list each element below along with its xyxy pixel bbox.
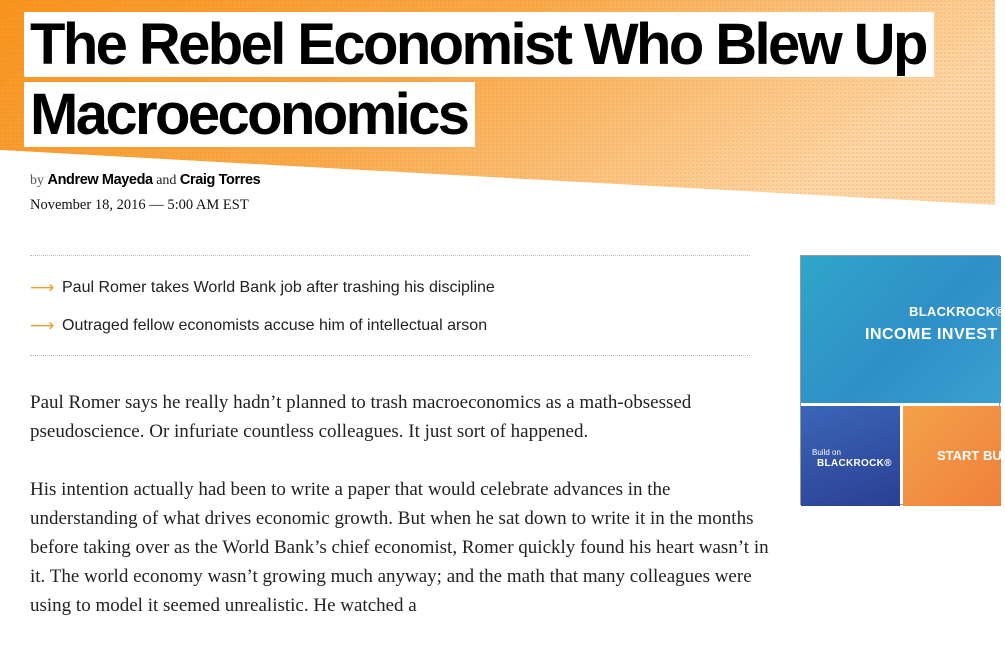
body-paragraph: His intention actually had been to write a paper that would celebrate advances in the understanding of what drives economic growth. But when he sat down to write it in the months before taking over as the World Bank’s chief economist, Romer quickly found his heart wasn’t in it. The world economy wasn’t growing much anyway; and the math that many colleagues were using to model it seemed unrealistic. He watched a [30,479,769,616]
author-link-2[interactable]: Craig Torres [179,172,261,188]
arrow-right-icon: ⟶ [30,278,55,298]
author-link-1[interactable]: Andrew Mayeda [47,172,153,188]
ad-top-panel [801,256,1005,403]
byline-conjunction: and [156,173,177,188]
ad-cta-panel[interactable] [903,406,1001,506]
summary-item [30,276,495,300]
headline-line-1: The Rebel Economist Who Blew Up [24,12,934,77]
ad-brand-logo: BLACKROCK® [909,304,1005,319]
summary-text: Paul Romer takes World Bank job after trashing his discipline [62,279,495,296]
headline-line-2: Macroeconomics [24,82,475,147]
publish-date: November 18, 2016 — 5:00 AM EST [30,197,249,213]
summary-text: Outraged fellow economists accuse him of intellectual arson [62,317,488,334]
ad-headline: INCOME INVEST [865,326,998,343]
byline [30,172,260,189]
advertisement-banner[interactable] [800,255,1005,505]
ad-brand-logo-small: BLACKROCK® [817,458,892,469]
ad-logo-panel [801,406,900,506]
summary-item [30,314,487,338]
byline-prefix: by [30,173,44,188]
article-headline [24,10,969,150]
article-body [30,388,770,649]
article-summary [30,255,750,356]
ad-small-text: Build on [812,448,841,457]
ad-cta-button[interactable]: START BU [937,448,1002,463]
body-paragraph: Paul Romer says he really hadn’t planned to trash macroeconomics as a math-obsessed pseudoscience. Or infuriate countless colleagues. It just sort of happened. [30,392,692,442]
arrow-right-icon: ⟶ [30,316,55,336]
